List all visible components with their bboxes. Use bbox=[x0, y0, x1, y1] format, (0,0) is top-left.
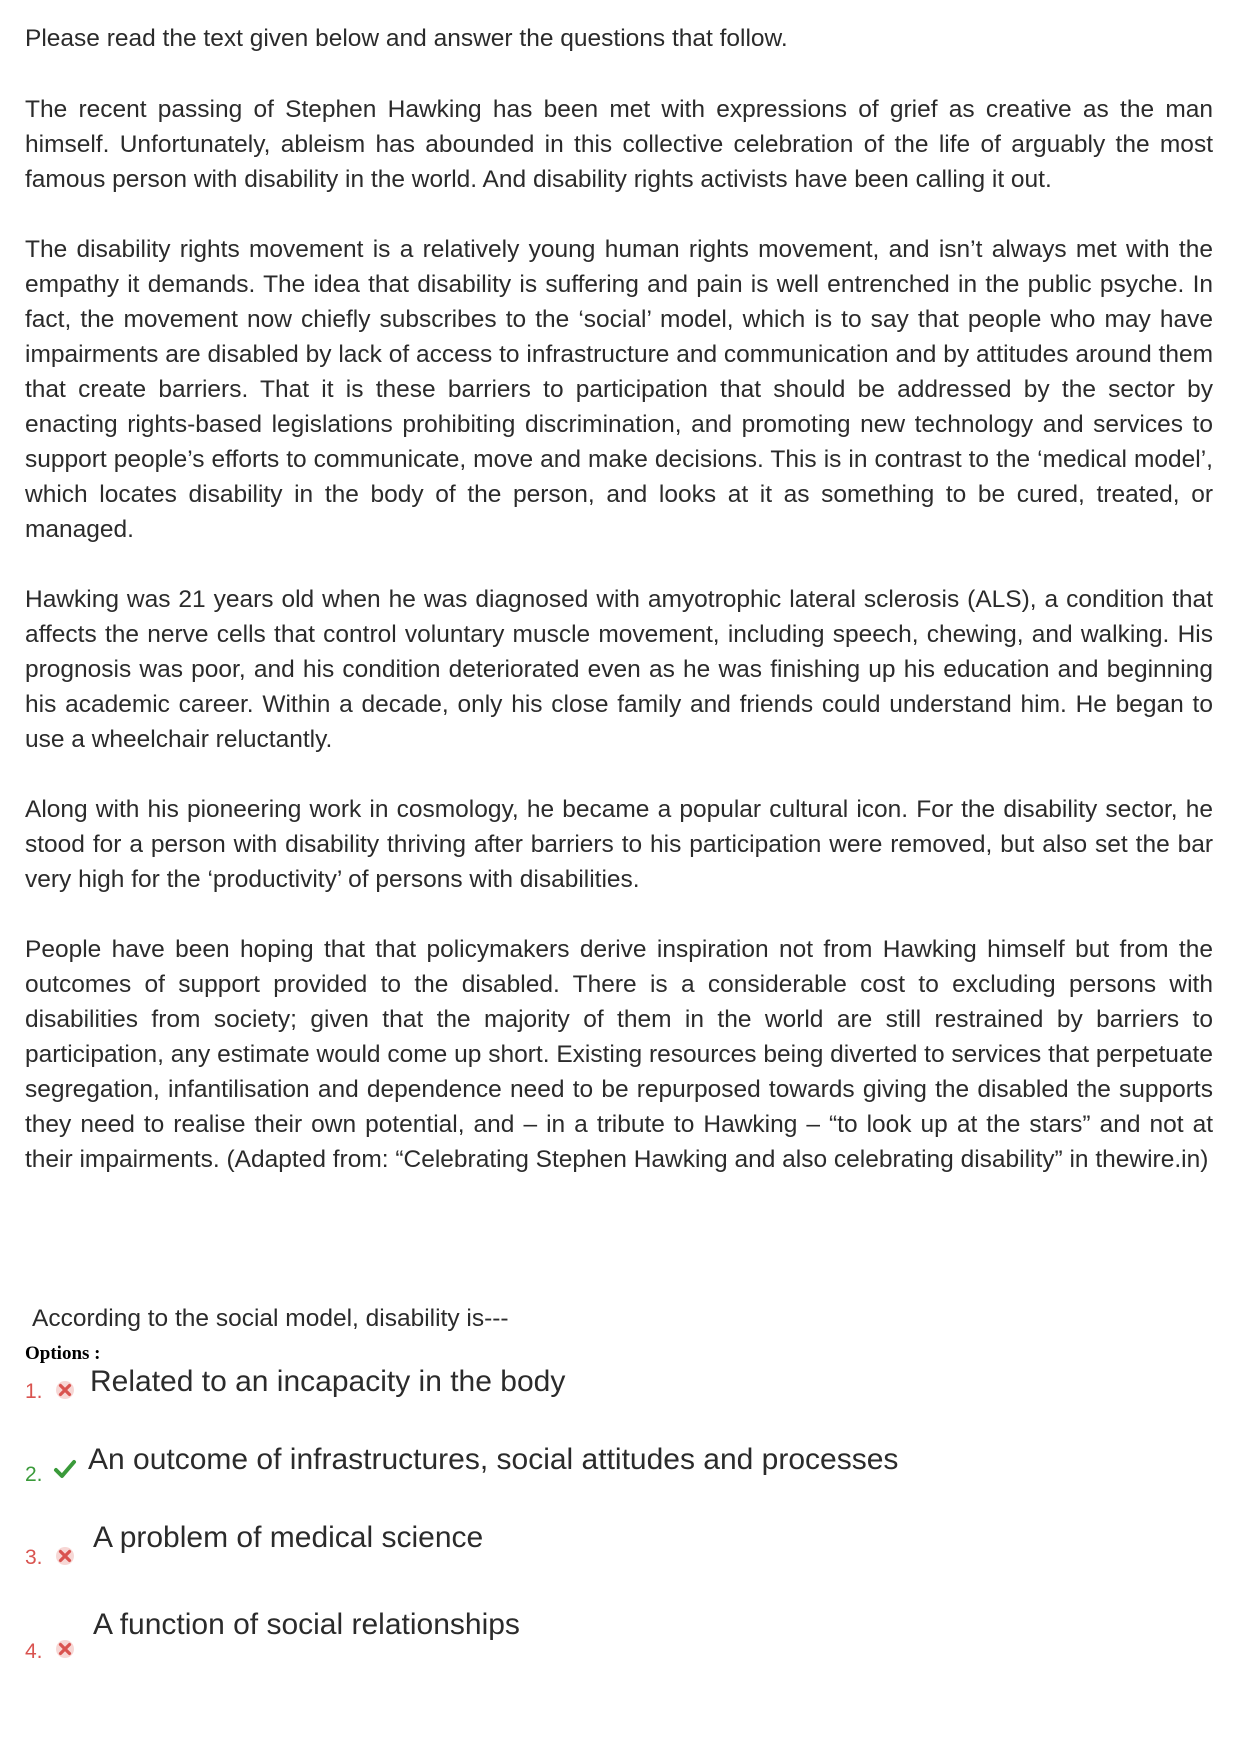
check-icon bbox=[53, 1457, 77, 1481]
option-number: 1. bbox=[25, 1380, 43, 1403]
cross-icon bbox=[53, 1637, 77, 1661]
option-text: A function of social relationships bbox=[93, 1608, 520, 1641]
option-1[interactable] bbox=[25, 1352, 1125, 1412]
option-text: An outcome of infrastructures, social attitudes and processes bbox=[88, 1443, 899, 1476]
option-number: 3. bbox=[25, 1546, 43, 1569]
instruction-text: Please read the text given below and answer the questions that follow. bbox=[25, 25, 788, 52]
option-2[interactable] bbox=[25, 1430, 1125, 1490]
passage-paragraph-4: Along with his pioneering work in cosmology, he became a popular cultural icon. For the disability sector, he stood for a person with disability thriving after barriers to his participation were removed, but also set the bar very high for the ‘productivity’ of persons with disabilities. bbox=[25, 796, 1213, 893]
passage-paragraph-2: The disability rights movement is a relatively young human rights movement, and isn’t always met with the empathy it demands. The idea that disability is suffering and pain is well entrenched in the public psyche. In fact, the movement now chiefly subscribes to the ‘social’ model, which is to say that people who may have impairments are disabled by lack of access to infrastructure and communication and by attitudes around them that create barriers. That it is these barriers to participation that should be addressed by the sector by enacting rights-based legislations prohibiting discrimination, and promoting new technology and services to support people’s efforts to communicate, move and make decisions. This is in contrast to the ‘medical model’, which locates disability in the body of the person, and looks at it as something to be cured, treated, or managed. bbox=[25, 236, 1213, 543]
option-number: 2. bbox=[25, 1463, 43, 1486]
option-text: Related to an incapacity in the body bbox=[90, 1365, 566, 1398]
passage-paragraph-3: Hawking was 21 years old when he was diagnosed with amyotrophic lateral sclerosis (ALS), a condition that affects the nerve cells that control voluntary muscle movement, including speech, chewing, and walking. His prognosis was poor, and his condition deteriorated even as he was finishing up his education and beginning his academic career. Within a decade, only his close family and friends could understand him. He began to use a wheelchair reluctantly. bbox=[25, 586, 1213, 753]
option-number: 4. bbox=[25, 1640, 43, 1663]
passage-paragraph-1: The recent passing of Stephen Hawking has been met with expressions of grief as creative as the man himself. Unfortunately, ableism has abounded in this collective celebration of the life of arguably the most famous person with disability in the world. And disability rights activists have been calling it out. bbox=[25, 96, 1213, 193]
option-text: A problem of medical science bbox=[93, 1521, 484, 1554]
question-text: According to the social model, disability is--- bbox=[32, 1305, 509, 1332]
options-label: Options : bbox=[25, 1343, 101, 1364]
cross-icon bbox=[53, 1544, 77, 1568]
reading-passage bbox=[25, 92, 1213, 1212]
option-4[interactable] bbox=[25, 1607, 1125, 1667]
option-3[interactable] bbox=[25, 1520, 1125, 1580]
passage-paragraph-5: People have been hoping that that policymakers derive inspiration not from Hawking himself but from the outcomes of support provided to the disabled. There is a considerable cost to excluding persons with disabilities from society; given that the majority of them in the world are still restrained by barriers to participation, any estimate would come up short. Existing resources being diverted to services that perpetuate segregation, infantilisation and dependence need to be repurposed towards giving the disabled the supports they need to realise their own potential, and – in a tribute to Hawking – “to look up at the stars” and not at their impairments. (Adapted from: “Celebrating Stephen Hawking and also celebrating disability” in thewire.in) bbox=[25, 936, 1213, 1173]
cross-icon bbox=[53, 1378, 77, 1402]
